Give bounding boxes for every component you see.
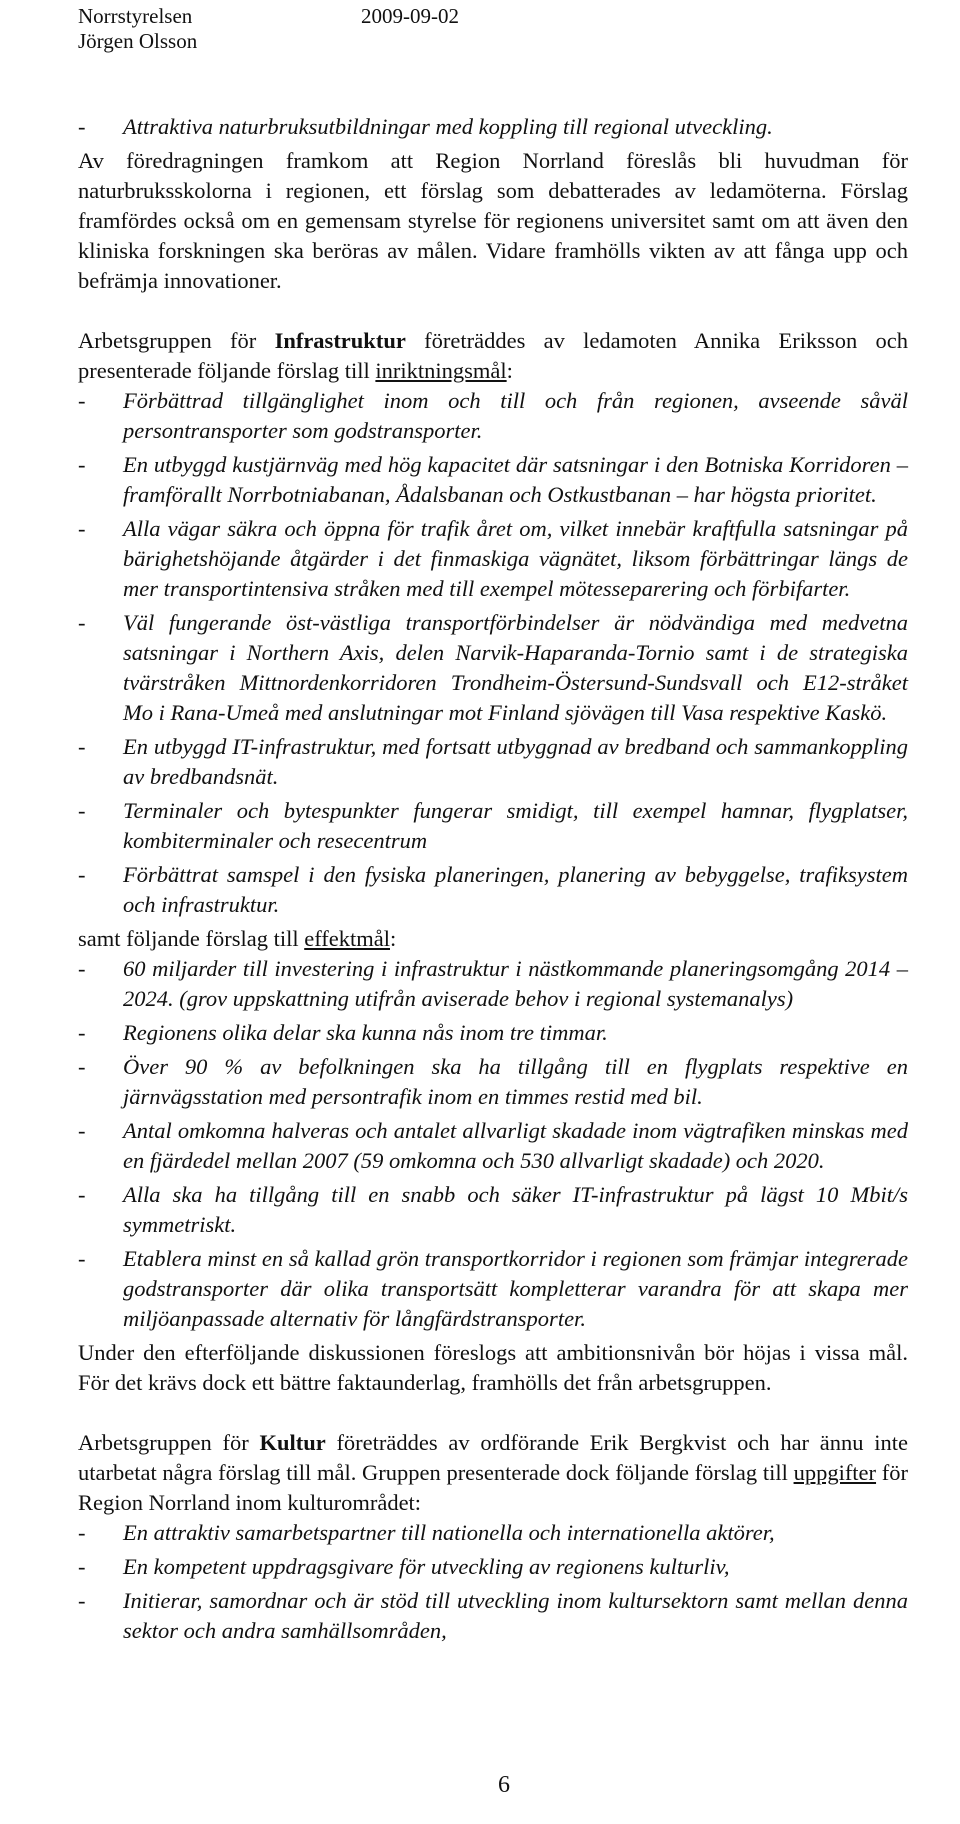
infrastructure-goals-list <box>78 386 908 920</box>
document-body <box>78 112 908 1650</box>
uppgifter-term: uppgifter <box>793 1460 877 1485</box>
culture-tasks-list <box>78 1518 908 1646</box>
list-item: - Alla ska ha tillgång till en snabb och säker IT-infrastruktur på lägst 10 Mbit/s symmetriskt. <box>78 1182 908 1237</box>
list-item-text: Förbättrat samspel i den fysiska planeringen, planering av bebyggelse, trafiksystem och infrastruktur. <box>123 862 908 917</box>
list-item-text: Väl fungerande öst-västliga transportförbindelser är nödvändiga med medvetna satsningar i Northern Axis, delen Narvik-Haparanda-Tornio samt i de strategiska tvärstråken Mittnordenkorridoren Trondheim-Östersund-Sundsvall och E12-stråket Mo i Rana-Umeå med anslutningar mot Finland sjövägen till Vasa respektive Kaskö. <box>123 610 908 725</box>
list-item-text: Terminaler och bytespunkter fungerar smidigt, till exempel hamnar, flygplatser, kombiterminaler och resecentrum <box>123 798 908 853</box>
document-header <box>78 0 908 63</box>
list-item-text: Attraktiva naturbruksutbildningar med koppling till regional utveckling. <box>123 114 773 139</box>
effektmal-term: effektmål <box>304 926 390 951</box>
list-item-text: En kompetent uppdragsgivare för utveckling av regionens kulturliv, <box>123 1554 730 1579</box>
header-organization: Norrstyrelsen <box>78 4 193 28</box>
document-page <box>78 0 909 1643</box>
dash-marker: - <box>78 114 86 139</box>
list-item: - Etablera minst en så kallad grön transportkorridor i regionen som främjar integrerade godstransporter där olika transportsätt kompletterar varandra för att skapa mer miljöanpassade alternativ för långfärdstransporter. <box>78 1246 908 1331</box>
list-item: - Väl fungerande öst-västliga transportförbindelser är nödvändiga med medvetna satsningar i Northern Axis, delen Narvik-Haparanda-Tornio samt i de strategiska tvärstråken Mittnordenkorridoren Trondheim-Östersund-Sundsvall och E12-stråket Mo i Rana-Umeå med anslutningar mot Finland sjövägen till Vasa respektive Kaskö. <box>78 610 908 725</box>
paragraph-effect-goals-intro: samt följande förslag till effektmål: <box>78 926 397 951</box>
list-item-text: En utbyggd kustjärnväg med hög kapacitet där satsningar i den Botniska Korridoren – framförallt Norrbotniabanan, Ådalsbanan och Ostkustbanan – har högsta prioritet. <box>123 452 908 507</box>
list-item: - En kompetent uppdragsgivare för utveckling av regionens kulturliv, <box>78 1554 730 1579</box>
intro-list <box>78 112 908 142</box>
paragraph-presentation: Av föredragningen framkom att Region Norrland föreslås bli huvudman för naturbruksskolorna i regionen, ett förslag som debatterades av ledamöterna. Förslag framfördes också om en gemensam styrelse för regionens universitet samt om att även den kliniska forskningen ska beröras av målen. Vidare framhölls vikten av att fånga upp och befrämja innovationer. <box>78 148 908 293</box>
page-number: 6 <box>498 1772 510 1798</box>
list-item: - Initierar, samordnar och är stöd till utveckling inom kultursektorn samt mellan denna sektor och andra samhällsområden, <box>78 1588 908 1643</box>
list-item-text: 60 miljarder till investering i infrastruktur i nästkommande planeringsomgång 2014 – 2024. (grov uppskattning utifrån aviserade behov i regional systemanalys) <box>123 956 908 1011</box>
list-item-text: En utbyggd IT-infrastruktur, med fortsatt utbyggnad av bredband och sammankoppling av bredbandsnät. <box>123 734 908 789</box>
list-item: - En utbyggd IT-infrastruktur, med fortsatt utbyggnad av bredband och sammankoppling av bredbandsnät. <box>78 734 908 789</box>
list-item: - En attraktiv samarbetspartner till nationella och internationella aktörer, <box>78 1520 775 1545</box>
header-person: Jörgen Olsson <box>78 29 198 53</box>
infrastructure-heading: Infrastruktur <box>274 328 406 353</box>
list-item: - Förbättrat samspel i den fysiska planeringen, planering av bebyggelse, trafiksystem och infrastruktur. <box>78 862 908 917</box>
paragraph-discussion: Under den efterföljande diskussionen föreslogs att ambitionsnivån bör höjas i vissa mål. För det krävs dock ett bättre faktaunderlag, framhölls det från arbetsgruppen. <box>78 1340 908 1395</box>
list-item: - Förbättrad tillgänglighet inom och till och från regionen, avseende såväl persontransporter som godstransporter. <box>78 388 908 443</box>
list-item: - Antal omkomna halveras och antalet allvarligt skadade inom vägtrafiken minskas med en fjärdedel mellan 2007 (59 omkomna och 530 allvarligt skadade) och 2020. <box>78 1118 908 1173</box>
effect-goals-list <box>78 954 908 1334</box>
list-item: - Alla vägar säkra och öppna för trafik året om, vilket innebär kraftfulla satsningar på bärighetshöjande åtgärder i det finmaskiga vägnätet, liksom förbättringar längs de mer transportintensiva stråken med till exempel mötesseparering och förbifarter. <box>78 516 908 601</box>
list-item-text: Förbättrad tillgänglighet inom och till och från regionen, avseende såväl persontransporter som godstransporter. <box>123 388 908 443</box>
list-item-text: Antal omkomna halveras och antalet allvarligt skadade inom vägtrafiken minskas med en fjärdedel mellan 2007 (59 omkomna och 530 allvarligt skadade) och 2020. <box>123 1118 908 1173</box>
list-item-text: Etablera minst en så kallad grön transportkorridor i regionen som främjar integrerade godstransporter där olika transportsätt kompletterar varandra för att skapa mer miljöanpassade alternativ för långfärdstransporter. <box>123 1246 908 1331</box>
list-item-text: Alla vägar säkra och öppna för trafik året om, vilket innebär kraftfulla satsningar på bärighetshöjande åtgärder i det finmaskiga vägnätet, liksom förbättringar längs de mer transportintensiva stråken med till exempel mötesseparering och förbifarter. <box>123 516 908 601</box>
inriktningsmal-term: inriktningsmål <box>375 358 507 383</box>
paragraph-culture-intro: Arbetsgruppen för Kultur företräddes av ordförande Erik Bergkvist och har ännu inte utarbetat några förslag till mål. Gruppen presenterade dock följande förslag till uppgifter för Region Norrland inom kulturområdet: <box>78 1430 909 1515</box>
list-item: - 60 miljarder till investering i infrastruktur i nästkommande planeringsomgång 2014 – 2024. (grov uppskattning utifrån aviserade behov i regional systemanalys) <box>78 956 908 1011</box>
list-item: - Terminaler och bytespunkter fungerar smidigt, till exempel hamnar, flygplatser, kombiterminaler och resecentrum <box>78 798 908 853</box>
list-item-text: Alla ska ha tillgång till en snabb och säker IT-infrastruktur på lägst 10 Mbit/s symmetriskt. <box>123 1182 908 1237</box>
header-date: 2009-09-02 <box>361 4 459 28</box>
culture-heading: Kultur <box>259 1430 326 1455</box>
list-item: - Regionens olika delar ska kunna nås inom tre timmar. <box>78 1020 608 1045</box>
list-item-text: En attraktiv samarbetspartner till nationella och internationella aktörer, <box>123 1520 775 1545</box>
list-item <box>78 112 908 142</box>
list-item: - En utbyggd kustjärnväg med hög kapacitet där satsningar i den Botniska Korridoren – framförallt Norrbotniabanan, Ådalsbanan och Ostkustbanan – har högsta prioritet. <box>78 452 908 507</box>
list-item: - Över 90 % av befolkningen ska ha tillgång till en flygplats respektive en järnvägsstation med persontrafik inom en timmes restid med bil. <box>78 1054 908 1109</box>
list-item-text: Initierar, samordnar och är stöd till utveckling inom kultursektorn samt mellan denna sektor och andra samhällsområden, <box>123 1588 908 1643</box>
paragraph-infrastructure-intro: Arbetsgruppen för Infrastruktur företräddes av ledamoten Annika Eriksson och presenterade följande förslag till inriktningsmål: <box>78 328 908 383</box>
list-item-text: Över 90 % av befolkningen ska ha tillgång till en flygplats respektive en järnvägsstation med persontrafik inom en timmes restid med bil. <box>123 1054 908 1109</box>
list-item-text: Regionens olika delar ska kunna nås inom tre timmar. <box>123 1020 608 1045</box>
